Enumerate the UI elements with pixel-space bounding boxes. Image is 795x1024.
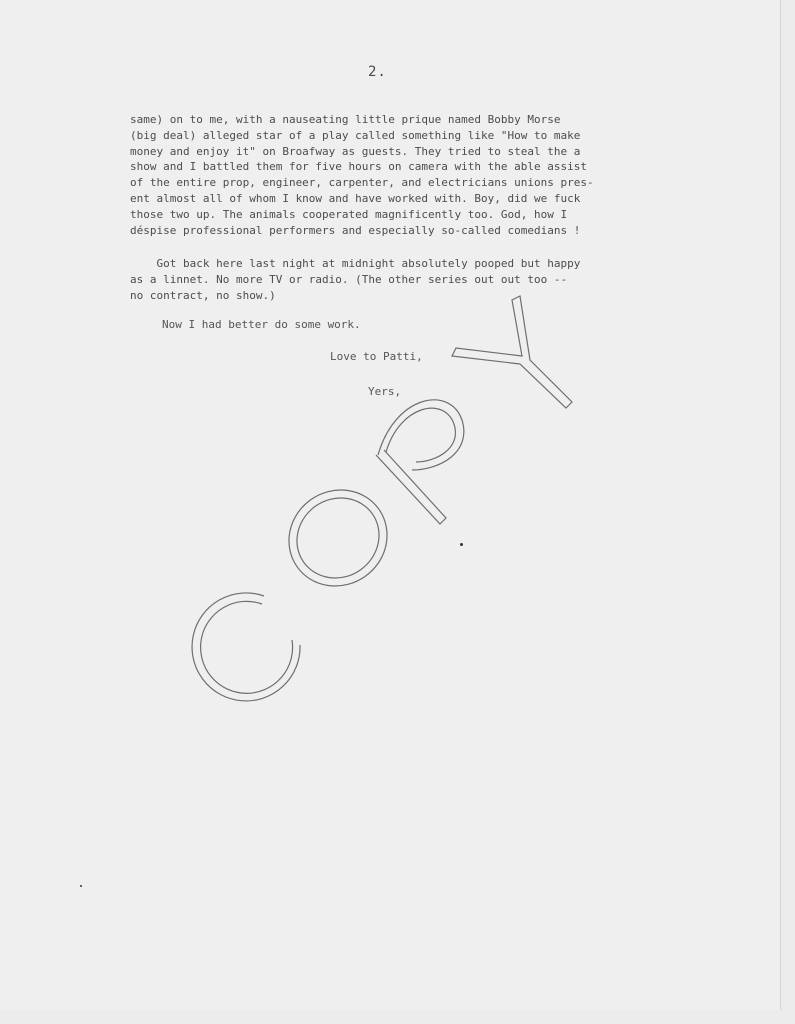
closing-line: Love to Patti, [330,350,423,363]
paragraph-3: Now I had better do some work. [162,318,361,331]
paragraph-1: same) on to me, with a nauseating little prique named Bobby Morse (big deal) alleged star of a play called something like "How to make money and enjoy it" on Broafway as guests. They tried to steal the a show and I battled them for five hours on camera with the able assist of the entire prop, engineer, carpenter, and electricians unions pres- ent almost all of whom I know and have worked with. Boy, did we fuck those two up. The animals cooperated magnificently too. God, how I déspise professional performers and especially so-called comedians ! [130,113,594,237]
watermark-letter-p [376,400,464,524]
signoff: Yers, [368,385,402,398]
watermark-letter-o [270,471,406,605]
paper-speck [460,543,463,546]
page-number: 2. [368,64,387,80]
paper-speck [80,885,82,887]
watermark-letter-y [452,296,572,408]
paragraph-2: Got back here last night at midnight absolutely pooped but happy as a linnet. No more TV or radio. (The other series out out too -- no contract, no show.) [130,257,581,302]
watermark-letter-c [192,593,300,701]
